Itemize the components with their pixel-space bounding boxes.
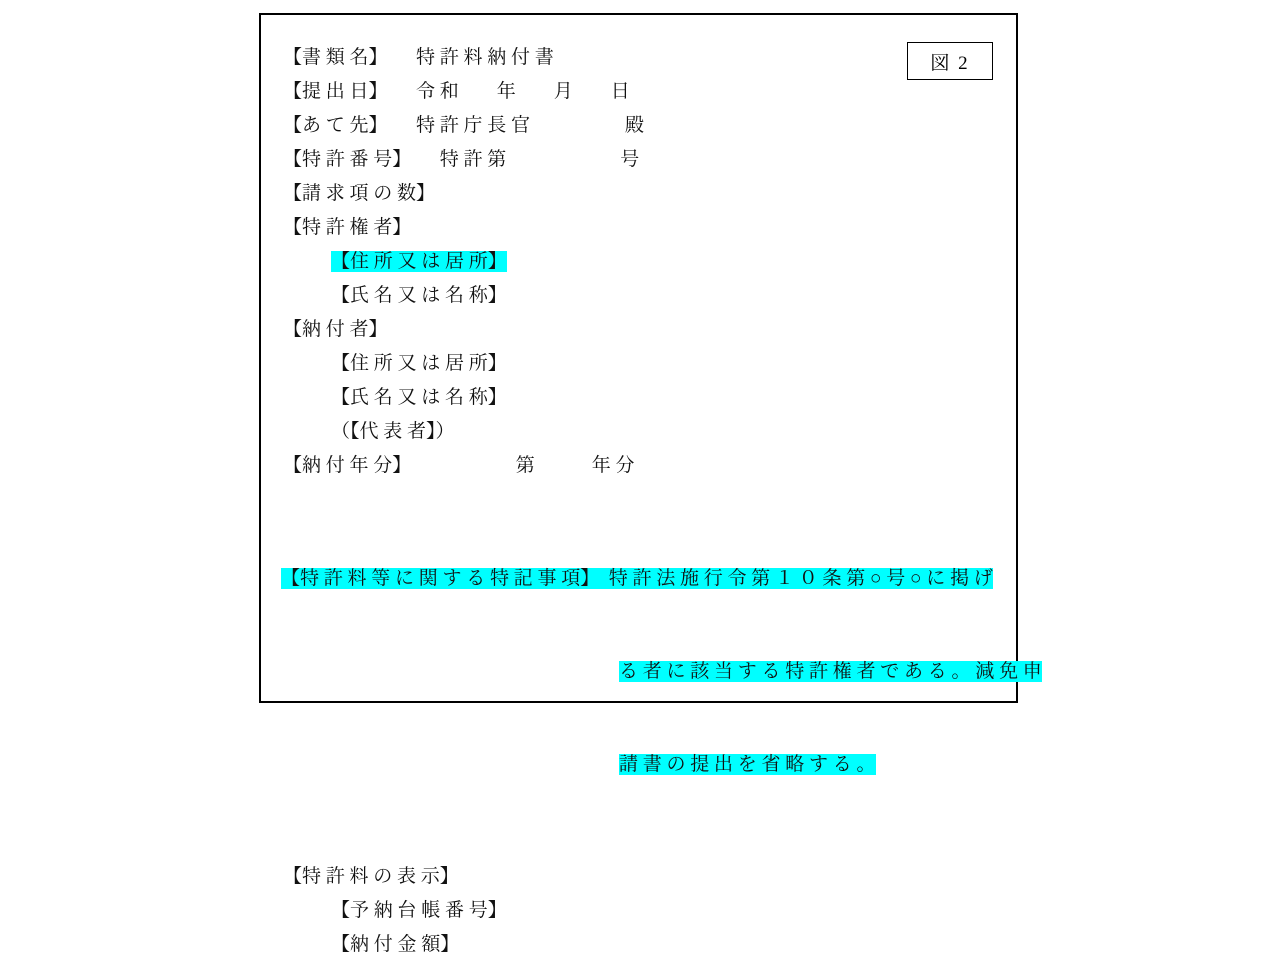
document-line xyxy=(261,415,1016,449)
special-note-block xyxy=(261,501,1042,842)
document-line xyxy=(261,381,1016,415)
document-line xyxy=(261,143,1016,177)
document-lines-top xyxy=(261,41,1016,483)
document-line xyxy=(261,245,1016,279)
document-line xyxy=(261,177,1016,211)
spacer-2 xyxy=(261,842,1016,860)
special-note-line-2 xyxy=(281,656,1042,687)
document-body xyxy=(261,15,1042,962)
document-line xyxy=(261,860,1016,894)
field-label: 【特 許 番 号】 特 許 第 号 xyxy=(283,149,640,170)
special-note-value-1: 特 許 法 施 行 令 第 １ ０ 条 第 ○ 号 ○ に 掲 げ xyxy=(589,568,993,589)
document-line xyxy=(261,449,1016,483)
document-line xyxy=(261,109,1016,143)
highlighted-field-label: 【住 所 又 は 居 所】 xyxy=(331,251,507,272)
document-frame xyxy=(259,13,1042,955)
field-label: 【あ て 先】 特 許 庁 長 官 殿 xyxy=(283,115,645,136)
field-label: 【特 許 料 の 表 示】 xyxy=(283,866,459,887)
special-note-value-2: る 者 に 該 当 す る 特 許 権 者 で あ る 。 減 免 申 xyxy=(619,661,1042,682)
field-label: 【氏 名 又 は 名 称】 xyxy=(331,285,507,306)
field-label: （【代 表 者】） xyxy=(331,421,455,442)
document-line xyxy=(261,894,1016,928)
field-label: 【納 付 金 額】 xyxy=(331,934,460,955)
special-note-value-3: 請 書 の 提 出 を 省 略 す る 。 xyxy=(619,754,876,775)
field-label: 【特 許 権 者】 xyxy=(283,217,412,238)
special-note-line-3 xyxy=(281,749,1016,780)
document-line xyxy=(261,211,1016,245)
field-label: 【納 付 者】 xyxy=(283,319,388,340)
field-label: 【納 付 年 分】 第 年 分 xyxy=(283,455,635,476)
field-label: 【請 求 項 の 数】 xyxy=(283,183,436,204)
document-line xyxy=(261,928,1016,962)
special-note-line-1 xyxy=(281,563,1016,594)
special-note-label: 【特 許 料 等 に 関 す る 特 記 事 項】 xyxy=(281,568,590,589)
document-line xyxy=(261,279,1016,313)
document-lines-tail xyxy=(261,860,1016,962)
figure-label: 図 2 xyxy=(907,42,993,80)
document-line xyxy=(261,313,1016,347)
field-label: 【提 出 日】 令 和 年 月 日 xyxy=(283,81,630,102)
field-label: 【書 類 名】 特 許 料 納 付 書 xyxy=(283,47,554,68)
document-line xyxy=(261,75,1016,109)
document-line xyxy=(261,347,1016,381)
field-label: 【予 納 台 帳 番 号】 xyxy=(331,900,507,921)
spacer xyxy=(261,483,1016,501)
field-label: 【氏 名 又 は 名 称】 xyxy=(331,387,507,408)
field-label: 【住 所 又 は 居 所】 xyxy=(331,353,507,374)
document-line xyxy=(261,41,1016,75)
